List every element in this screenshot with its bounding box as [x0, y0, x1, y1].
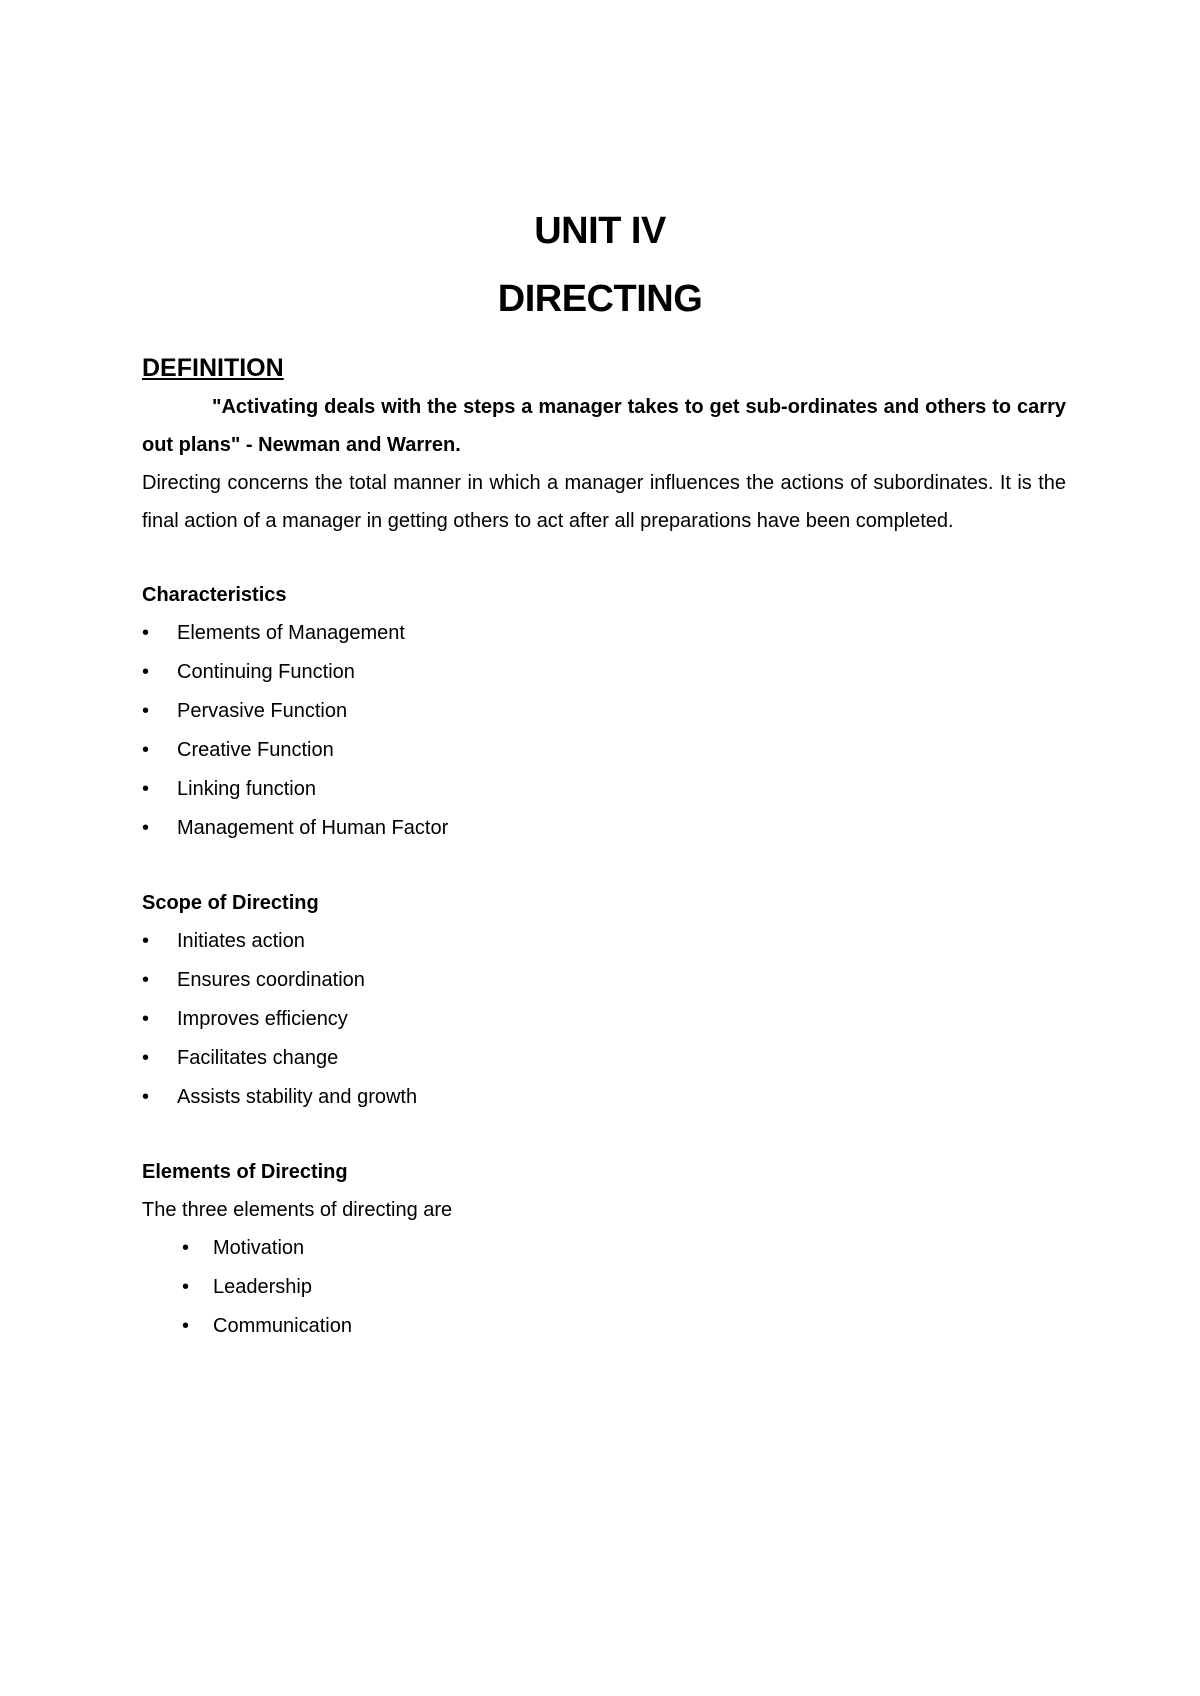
bullet-icon: • [142, 661, 150, 683]
list-item-text: Facilitates change [177, 1047, 339, 1069]
list-item-text: Ensures coordination [177, 969, 365, 991]
bullet-icon: • [182, 1237, 190, 1259]
elements-heading: Elements of Directing [142, 1161, 348, 1183]
list-item-text: Improves efficiency [177, 1008, 348, 1030]
list-item [142, 1307, 1066, 1346]
list-item-text: Creative Function [177, 739, 334, 761]
list-item-text: Motivation [213, 1237, 305, 1259]
bullet-icon: • [142, 1086, 150, 1108]
characteristics-heading: Characteristics [142, 584, 287, 606]
elements-list [142, 1229, 1066, 1346]
elements-intro: The three elements of directing are [142, 1199, 453, 1221]
bullet-icon: • [182, 1315, 190, 1337]
bullet-icon: • [182, 1276, 190, 1298]
bullet-icon: • [142, 778, 150, 800]
list-item [142, 770, 1066, 809]
list-item [142, 1039, 1066, 1078]
characteristics-list [142, 614, 1066, 848]
list-item [142, 614, 1066, 653]
list-item-text: Linking function [177, 778, 316, 800]
bullet-icon: • [142, 700, 150, 722]
chapter-title: DIRECTING [497, 278, 703, 320]
list-item-text: Elements of Management [177, 622, 405, 644]
list-item [142, 731, 1066, 770]
bullet-icon: • [142, 817, 150, 839]
bullet-icon: • [142, 969, 150, 991]
list-item-text: Leadership [213, 1276, 312, 1298]
bullet-icon: • [142, 622, 150, 644]
list-item [142, 1229, 1066, 1268]
list-item [142, 961, 1066, 1000]
bullet-icon: • [142, 739, 150, 761]
list-item-text: Management of Human Factor [177, 817, 449, 839]
list-item-text: Initiates action [177, 930, 305, 952]
list-item-text: Continuing Function [177, 661, 355, 683]
list-item [142, 1000, 1066, 1039]
list-item [142, 653, 1066, 692]
list-item [142, 922, 1066, 961]
scope-heading: Scope of Directing [142, 892, 319, 914]
document-body [142, 350, 1066, 1346]
definition-quote: "Activating deals with the steps a manager takes to get sub-ordinates and others to carry out plans" - Newman and Warren. [142, 396, 1066, 456]
list-item [142, 692, 1066, 731]
scope-list [142, 922, 1066, 1117]
list-item-text: Assists stability and growth [177, 1086, 418, 1108]
unit-title: UNIT IV [534, 210, 666, 252]
list-item [142, 1268, 1066, 1307]
list-item [142, 1078, 1066, 1117]
definition-heading: DEFINITION [142, 354, 284, 382]
list-item-text: Communication [213, 1315, 352, 1337]
definition-body: Directing concerns the total manner in which a manager influences the actions of subordinates. It is the final action of a manager in getting others to act after all preparations have been completed. [142, 472, 1066, 532]
bullet-icon: • [142, 1047, 150, 1069]
list-item-text: Pervasive Function [177, 700, 348, 722]
bullet-icon: • [142, 1008, 150, 1030]
list-item [142, 809, 1066, 848]
bullet-icon: • [142, 930, 150, 952]
